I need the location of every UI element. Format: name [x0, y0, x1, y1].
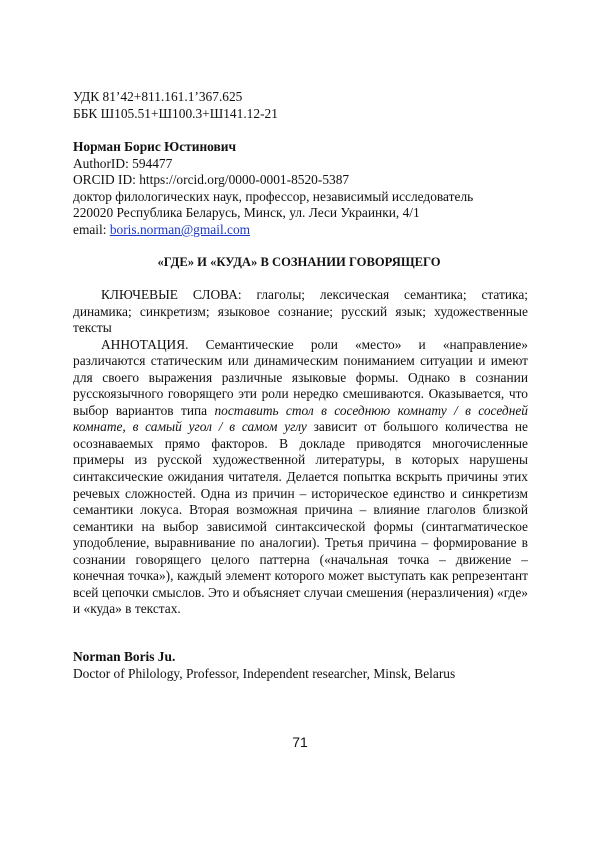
keywords-paragraph: КЛЮЧЕВЫЕ СЛОВА: глаголы; лексическая семантика; статика; динамика; синкретизм; языковое сознание; русский язык; художественные тексты: [73, 287, 528, 336]
article-title: «ГДЕ» И «КУДА» В СОЗНАНИИ ГОВОРЯЩЕГО: [157, 255, 441, 269]
english-author-name: Norman Boris Ju.: [73, 649, 176, 664]
author-name: Норман Борис Юстинович: [73, 139, 237, 154]
abstract-example: поставить стол в соседнюю комнату / в соседней комнате, в самый угол / в самом углу: [73, 402, 528, 435]
udk-code: УДК 81’42+811.161.1’367.625: [73, 89, 243, 104]
article-body: [73, 287, 528, 618]
author-id: AuthorID: 594477: [73, 156, 173, 171]
bbk-code: ББК Ш105.51+Ш100.3+Ш141.12-21: [73, 106, 278, 121]
english-author-position: Doctor of Philology, Professor, Independent researcher, Minsk, Belarus: [73, 666, 456, 681]
abstract-paragraph: [73, 337, 528, 618]
author-orcid: ORCID ID: https://orcid.org/0000-0001-8520-5387: [73, 172, 350, 187]
author-position: доктор филологических наук, профессор, независимый исследователь: [73, 189, 474, 204]
author-address: 220020 Республика Беларусь, Минск, ул. Леси Украинки, 4/1: [73, 205, 420, 220]
abstract-text-1: АННОТАЦИЯ. Семантические роли «место» и «направление» различаются статическим или динамическим пониманием ситуации и имеют для своего выражения различные языковые формы. Однако в сознании русскоязычного говорящего эти роли нередко смешиваются. Оказывается, что выбор вариантов типа: [73, 336, 528, 418]
abstract-text-2: зависит от большого количества не осознаваемых прямо факторов. В докладе приводятся многочисленные примеры из русской художественной литературы, в которых нарушены синтаксические ожидания читателя. Делается попытка вскрыть причины этих речевых сложностей. Одна из причин – историческое единство и синкретизм семантики локуса. Вторая возможная причина – влияние глаголов близкой семантики на выбор зависимой синтаксической формы (синтагматическое уподобление, выравнивание по аналогии). Третья причина – формирование в сознании говорящего целого паттерна («начальная точка – движение – конечная точка»), каждый элемент которого может выступать как репрезентант всей цепочки смыслов. Это и объясняет случаи смешения (неразличения) «где» и «куда» в текстах.: [73, 419, 528, 617]
page-number: 71: [292, 734, 308, 750]
email-link[interactable]: boris.norman@gmail.com: [109, 222, 251, 237]
author-email-line: [73, 221, 250, 238]
email-label: email:: [73, 222, 110, 237]
